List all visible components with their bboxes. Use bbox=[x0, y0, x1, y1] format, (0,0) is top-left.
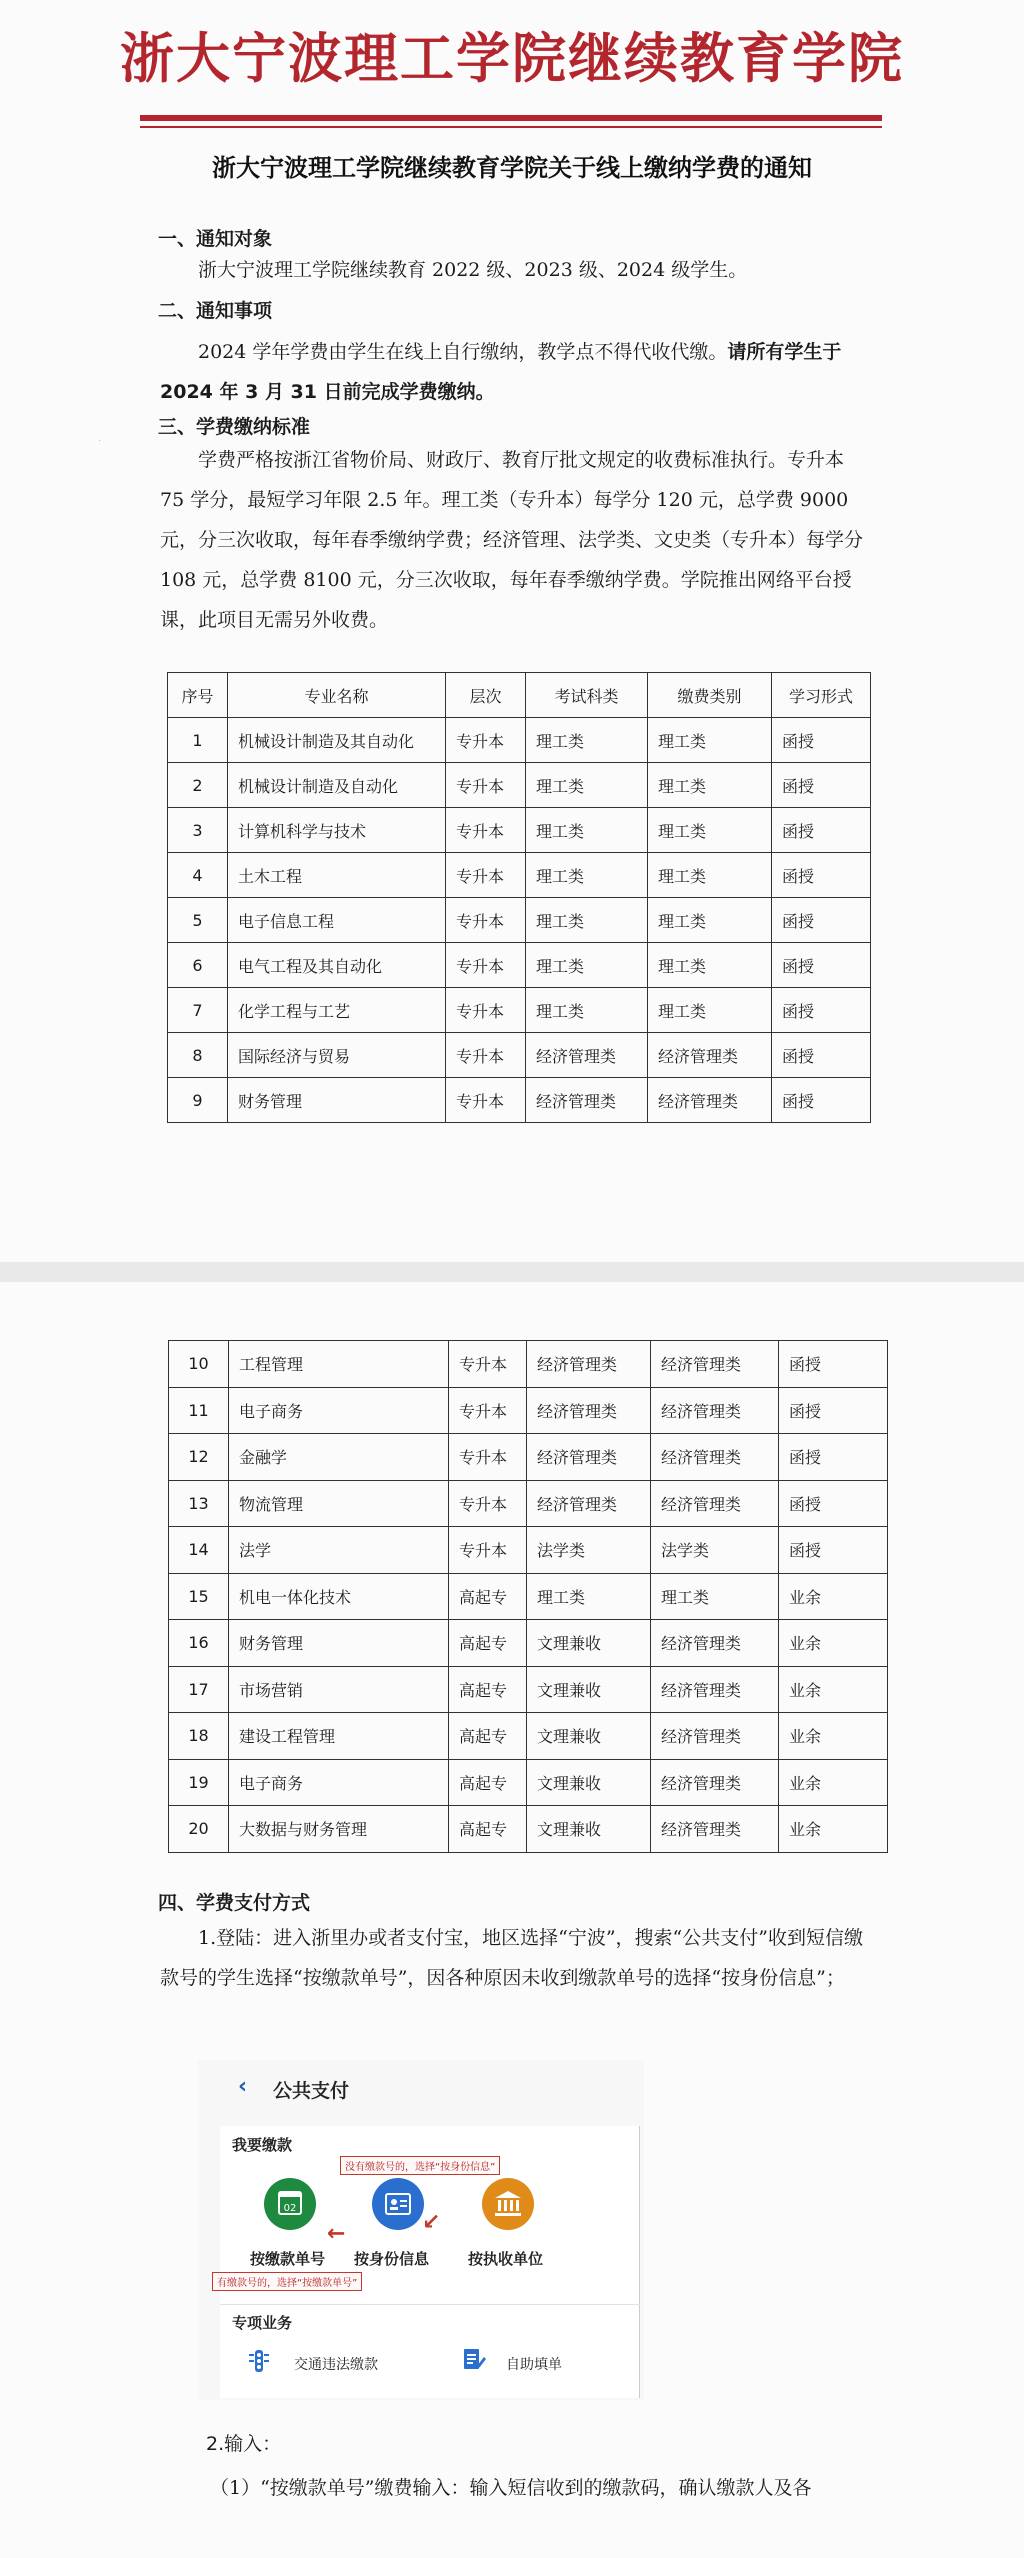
cell-fee-category: 理工类 bbox=[648, 808, 772, 853]
table-row bbox=[169, 1527, 888, 1574]
app-panel bbox=[217, 2126, 640, 2398]
cell-exam-category: 理工类 bbox=[526, 898, 648, 943]
cell-study-mode: 函授 bbox=[772, 718, 871, 763]
cell-level: 专升本 bbox=[449, 1434, 527, 1481]
cell-index: 11 bbox=[169, 1387, 229, 1434]
cell-study-mode: 函授 bbox=[779, 1527, 888, 1574]
cell-major: 化学工程与工艺 bbox=[228, 988, 446, 1033]
cell-study-mode: 函授 bbox=[779, 1387, 888, 1434]
table-row bbox=[169, 1480, 888, 1527]
cell-index: 10 bbox=[169, 1341, 229, 1388]
cell-index: 19 bbox=[169, 1759, 229, 1806]
cell-level: 高起专 bbox=[449, 1713, 527, 1760]
cell-major: 电子信息工程 bbox=[228, 898, 446, 943]
cell-exam-category: 经济管理类 bbox=[527, 1434, 651, 1481]
cell-exam-category: 文理兼收 bbox=[527, 1713, 651, 1760]
cell-level: 专升本 bbox=[449, 1527, 527, 1574]
section-3-text: 学费严格按浙江省物价局、财政厅、教育厅批文规定的收费标准执行。专升本 75 学分，最短学习年限 2.5 年。理工类（专升本）每学分 120 元，总学费 9000 元，分三次收取，每年春季缴纳学费；经济管理、法学类、文史类（专升本）每学分 108 元，总学费 8100 元，分三次收取，每年春季缴纳学费。学院推出网络平台授课，此项目无需另外收费。 bbox=[160, 449, 864, 631]
cell-level: 专升本 bbox=[449, 1480, 527, 1527]
cell-index: 17 bbox=[169, 1666, 229, 1713]
cell-level: 专升本 bbox=[446, 1033, 526, 1078]
cell-fee-category: 经济管理类 bbox=[651, 1806, 779, 1853]
table-row bbox=[169, 1620, 888, 1667]
app-title: 公共支付 bbox=[273, 2080, 350, 2102]
cell-major: 物流管理 bbox=[229, 1480, 449, 1527]
cell-fee-category: 经济管理类 bbox=[648, 1078, 772, 1123]
cell-index: 5 bbox=[168, 898, 228, 943]
self-fill-form-icon[interactable] bbox=[460, 2346, 486, 2372]
cell-index: 20 bbox=[169, 1806, 229, 1853]
cell-level: 专升本 bbox=[446, 988, 526, 1033]
cell-study-mode: 业余 bbox=[779, 1666, 888, 1713]
cell-study-mode: 函授 bbox=[779, 1434, 888, 1481]
cell-study-mode: 函授 bbox=[772, 1078, 871, 1123]
cell-exam-category: 理工类 bbox=[526, 853, 648, 898]
by-identity-label[interactable]: 按身份信息 bbox=[354, 2250, 430, 2268]
table-row bbox=[169, 1713, 888, 1760]
cell-level: 高起专 bbox=[449, 1759, 527, 1806]
cell-major: 电气工程及其自动化 bbox=[228, 943, 446, 988]
cell-exam-category: 经济管理类 bbox=[527, 1480, 651, 1527]
cell-major: 工程管理 bbox=[229, 1341, 449, 1388]
cell-exam-category: 文理兼收 bbox=[527, 1620, 651, 1667]
cell-fee-category: 理工类 bbox=[648, 853, 772, 898]
fee-table-page-1 bbox=[167, 672, 871, 1123]
table-row bbox=[168, 943, 871, 988]
table-row bbox=[168, 898, 871, 943]
note-no-number: 没有缴款号的，选择“按身份信息” bbox=[340, 2156, 500, 2175]
cell-exam-category: 理工类 bbox=[526, 943, 648, 988]
cell-fee-category: 理工类 bbox=[648, 943, 772, 988]
cell-major: 机械设计制造及其自动化 bbox=[228, 718, 446, 763]
cell-study-mode: 业余 bbox=[779, 1573, 888, 1620]
cell-index: 8 bbox=[168, 1033, 228, 1078]
cell-exam-category: 法学类 bbox=[527, 1527, 651, 1574]
cell-exam-category: 经济管理类 bbox=[527, 1341, 651, 1388]
app-header bbox=[198, 2060, 644, 2112]
arrow-to-identity-icon: ↙ bbox=[422, 2210, 441, 2235]
cell-fee-category: 经济管理类 bbox=[651, 1480, 779, 1527]
cell-study-mode: 函授 bbox=[779, 1341, 888, 1388]
letterhead-rule-thick bbox=[140, 115, 882, 121]
cell-level: 专升本 bbox=[446, 898, 526, 943]
table-row bbox=[169, 1341, 888, 1388]
cell-level: 专升本 bbox=[449, 1341, 527, 1388]
cell-exam-category: 经济管理类 bbox=[526, 1078, 648, 1123]
table-row bbox=[169, 1759, 888, 1806]
cell-level: 高起专 bbox=[449, 1666, 527, 1713]
my-payments-label: 我要缴款 bbox=[232, 2136, 293, 2154]
cell-major: 法学 bbox=[229, 1527, 449, 1574]
cell-index: 16 bbox=[169, 1620, 229, 1667]
cell-level: 高起专 bbox=[449, 1573, 527, 1620]
document-page-2 bbox=[0, 1282, 1024, 2558]
document-title: 浙大宁波理工学院继续教育学院关于线上缴纳学费的通知 bbox=[212, 154, 812, 182]
table-row bbox=[169, 1806, 888, 1853]
table-row bbox=[168, 1078, 871, 1123]
section-4-step-2-text: （1）“按缴款单号”缴费输入：输入短信收到的缴款码，确认缴款人及各 bbox=[210, 2477, 812, 2499]
cell-fee-category: 经济管理类 bbox=[651, 1387, 779, 1434]
cell-study-mode: 业余 bbox=[779, 1713, 888, 1760]
cell-level: 专升本 bbox=[446, 853, 526, 898]
by-receipt-unit-label[interactable]: 按执收单位 bbox=[468, 2250, 544, 2268]
section-2-text bbox=[160, 332, 880, 412]
cell-level: 专升本 bbox=[446, 808, 526, 853]
cell-exam-category: 文理兼收 bbox=[527, 1759, 651, 1806]
special-services-label: 专项业务 bbox=[232, 2314, 293, 2332]
cell-major: 市场营销 bbox=[229, 1666, 449, 1713]
table-row bbox=[169, 1666, 888, 1713]
cell-major: 电子商务 bbox=[229, 1759, 449, 1806]
section-1-text: 浙大宁波理工学院继续教育 2022 级、2023 级、2024 级学生。 bbox=[198, 259, 748, 281]
cell-study-mode: 函授 bbox=[779, 1480, 888, 1527]
cell-major: 金融学 bbox=[229, 1434, 449, 1481]
cell-index: 15 bbox=[169, 1573, 229, 1620]
cell-fee-category: 经济管理类 bbox=[651, 1620, 779, 1667]
cell-fee-category: 法学类 bbox=[651, 1527, 779, 1574]
cell-index: 14 bbox=[169, 1527, 229, 1574]
cell-study-mode: 业余 bbox=[779, 1759, 888, 1806]
section-4-heading: 四、学费支付方式 bbox=[158, 1892, 311, 1914]
traffic-light-icon[interactable] bbox=[246, 2348, 272, 2374]
cell-fee-category: 经济管理类 bbox=[651, 1434, 779, 1481]
note-has-number: 有缴款号的，选择“按缴款单号” bbox=[212, 2272, 362, 2291]
cell-fee-category: 经济管理类 bbox=[648, 1033, 772, 1078]
cell-exam-category: 理工类 bbox=[526, 718, 648, 763]
cell-level: 专升本 bbox=[449, 1387, 527, 1434]
table-row bbox=[169, 1434, 888, 1481]
back-arrow-icon[interactable]: ‹ bbox=[238, 2074, 248, 2099]
letterhead-rule-thin bbox=[140, 126, 882, 128]
table-row bbox=[168, 853, 871, 898]
cell-major: 机械设计制造及自动化 bbox=[228, 763, 446, 808]
arrow-to-number-icon: ↖ bbox=[321, 2219, 353, 2250]
section-2-text-normal: 2024 学年学费由学生在线上自行缴纳，教学点不得代收代缴。 bbox=[198, 341, 728, 363]
cell-study-mode: 函授 bbox=[772, 808, 871, 853]
cell-major: 电子商务 bbox=[229, 1387, 449, 1434]
section-4-step-2-heading: 2.输入： bbox=[206, 2433, 282, 2455]
section-4-step-1: 1.登陆：进入浙里办或者支付宝，地区选择“宁波”，搜索“公共支付”收到短信缴款号的学生选择“按缴款单号”，因各种原因未收到缴款单号的选择“按身份信息”； bbox=[160, 1927, 863, 1989]
cell-exam-category: 文理兼收 bbox=[527, 1666, 651, 1713]
cell-fee-category: 经济管理类 bbox=[651, 1759, 779, 1806]
cell-study-mode: 函授 bbox=[772, 943, 871, 988]
section-2-text-bold: 请所有学生于 2024 年 3 月 31 日前完成学费缴纳。 bbox=[160, 341, 842, 403]
cell-level: 高起专 bbox=[449, 1620, 527, 1667]
cell-major: 机电一体化技术 bbox=[229, 1573, 449, 1620]
cell-study-mode: 函授 bbox=[772, 1033, 871, 1078]
table-row bbox=[169, 1387, 888, 1434]
cell-fee-category: 理工类 bbox=[651, 1573, 779, 1620]
header-exam-category: 考试科类 bbox=[526, 673, 648, 718]
cell-study-mode: 函授 bbox=[772, 763, 871, 808]
cell-exam-category: 理工类 bbox=[526, 763, 648, 808]
cell-index: 7 bbox=[168, 988, 228, 1033]
table-header-row bbox=[168, 673, 871, 718]
cell-level: 专升本 bbox=[446, 763, 526, 808]
cell-exam-category: 理工类 bbox=[526, 808, 648, 853]
cell-major: 大数据与财务管理 bbox=[229, 1806, 449, 1853]
table-row bbox=[168, 988, 871, 1033]
cell-fee-category: 理工类 bbox=[648, 898, 772, 943]
calendar-icon-text: 02 bbox=[283, 2203, 297, 2214]
cell-study-mode: 业余 bbox=[779, 1620, 888, 1667]
cell-exam-category: 理工类 bbox=[527, 1573, 651, 1620]
cell-study-mode: 函授 bbox=[772, 853, 871, 898]
payment-app-screenshot bbox=[198, 2060, 644, 2400]
self-fill-label[interactable]: 自助填单 bbox=[506, 2357, 562, 2373]
letterhead: 浙大宁波理工学院继续教育学院 bbox=[120, 27, 904, 90]
cell-index: 1 bbox=[168, 718, 228, 763]
cell-exam-category: 经济管理类 bbox=[526, 1033, 648, 1078]
cell-exam-category: 文理兼收 bbox=[527, 1806, 651, 1853]
cell-level: 专升本 bbox=[446, 943, 526, 988]
payment-number-icon[interactable] bbox=[264, 2178, 316, 2230]
table-row bbox=[168, 808, 871, 853]
section-1-heading: 一、通知对象 bbox=[158, 228, 273, 250]
cell-index: 2 bbox=[168, 763, 228, 808]
cell-fee-category: 理工类 bbox=[648, 718, 772, 763]
cell-fee-category: 经济管理类 bbox=[651, 1666, 779, 1713]
cell-level: 专升本 bbox=[446, 1078, 526, 1123]
cell-fee-category: 理工类 bbox=[648, 988, 772, 1033]
table-row bbox=[168, 763, 871, 808]
cell-fee-category: 理工类 bbox=[648, 763, 772, 808]
cell-study-mode: 函授 bbox=[772, 898, 871, 943]
receipt-unit-icon[interactable] bbox=[482, 2178, 534, 2230]
cell-fee-category: 经济管理类 bbox=[651, 1713, 779, 1760]
header-study-mode: 学习形式 bbox=[772, 673, 871, 718]
cell-major: 土木工程 bbox=[228, 853, 446, 898]
document-page-1 bbox=[0, 0, 1024, 1262]
section-divider bbox=[220, 2304, 640, 2305]
cell-index: 12 bbox=[169, 1434, 229, 1481]
header-level: 层次 bbox=[446, 673, 526, 718]
scan-mark: · bbox=[98, 436, 102, 447]
by-number-label[interactable]: 按缴款单号 bbox=[250, 2250, 326, 2268]
header-major: 专业名称 bbox=[228, 673, 446, 718]
cell-index: 3 bbox=[168, 808, 228, 853]
table-row bbox=[168, 1033, 871, 1078]
cell-major: 国际经济与贸易 bbox=[228, 1033, 446, 1078]
identity-icon[interactable] bbox=[372, 2178, 424, 2230]
section-3-heading: 三、学费缴纳标准 bbox=[158, 416, 311, 438]
cell-index: 6 bbox=[168, 943, 228, 988]
cell-index: 4 bbox=[168, 853, 228, 898]
cell-exam-category: 经济管理类 bbox=[527, 1387, 651, 1434]
fee-table-page-2 bbox=[168, 1340, 888, 1853]
cell-level: 高起专 bbox=[449, 1806, 527, 1853]
cell-level: 专升本 bbox=[446, 718, 526, 763]
cell-exam-category: 理工类 bbox=[526, 988, 648, 1033]
cell-index: 18 bbox=[169, 1713, 229, 1760]
table-row bbox=[169, 1573, 888, 1620]
cell-major: 计算机科学与技术 bbox=[228, 808, 446, 853]
cell-index: 9 bbox=[168, 1078, 228, 1123]
cell-index: 13 bbox=[169, 1480, 229, 1527]
section-2-heading: 二、通知事项 bbox=[158, 300, 273, 322]
cell-major: 建设工程管理 bbox=[229, 1713, 449, 1760]
header-fee-category: 缴费类别 bbox=[648, 673, 772, 718]
cell-major: 财务管理 bbox=[228, 1078, 446, 1123]
header-index: 序号 bbox=[168, 673, 228, 718]
table-row bbox=[168, 718, 871, 763]
cell-study-mode: 业余 bbox=[779, 1806, 888, 1853]
cell-major: 财务管理 bbox=[229, 1620, 449, 1667]
traffic-fine-label[interactable]: 交通违法缴款 bbox=[294, 2357, 378, 2373]
cell-fee-category: 经济管理类 bbox=[651, 1341, 779, 1388]
cell-study-mode: 函授 bbox=[772, 988, 871, 1033]
